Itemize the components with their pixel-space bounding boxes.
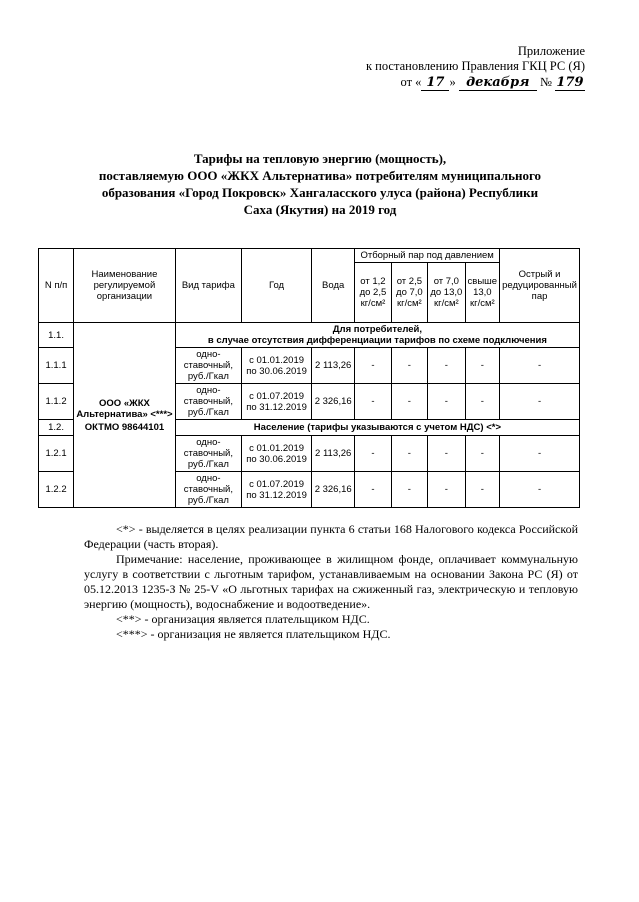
date-day: 17 xyxy=(421,75,449,91)
row-tariff: одно-ставочный, руб./Гкал xyxy=(175,436,241,472)
number-prefix: № xyxy=(539,75,552,89)
header-org: Наименование регулируемой организации xyxy=(74,249,176,323)
date-mid: » xyxy=(449,75,456,89)
row-steam-4: - xyxy=(465,348,500,384)
section-2-num: 1.2. xyxy=(39,420,74,436)
row-tariff: одно-ставочный, руб./Гкал xyxy=(175,348,241,384)
date-month: декабря xyxy=(459,75,537,91)
footnotes xyxy=(84,522,578,642)
title-line-4: Саха (Якутия) на 2019 год xyxy=(243,202,397,217)
row-steam-4: - xyxy=(465,436,500,472)
section-1-label-b: в случае отсутствия дифференциации тарифов по схеме подключения xyxy=(207,335,547,346)
footnote-vat-allocation: <*> - выделяется в целях реализации пункта 6 статьи 168 Налогового кодекса Российской Федерации (часть вторая). xyxy=(84,522,578,551)
row-tariff: одно-ставочный, руб./Гкал xyxy=(175,472,241,508)
resolution-number: 179 xyxy=(556,75,584,90)
org-oktmo: ОКТМО 98644101 xyxy=(84,421,165,433)
row-num: 1.1.2 xyxy=(39,384,74,420)
row-steam-2: - xyxy=(391,436,427,472)
section-1-label-a: Для потребителей, xyxy=(332,324,423,335)
header-sharp-steam: Острый и редуцированный пар xyxy=(500,249,580,323)
footnote-vat-payer: <**> - организация является плательщиком НДС. xyxy=(116,612,370,626)
row-steam-1: - xyxy=(355,472,391,508)
section-1-num: 1.1. xyxy=(39,323,74,348)
footnote-non-vat-payer: <***> - организация не является плательщиком НДС. xyxy=(116,627,391,641)
row-steam-4: - xyxy=(465,472,500,508)
row-steam-1: - xyxy=(355,436,391,472)
row-sharp-steam: - xyxy=(500,348,580,384)
resolution-date-line xyxy=(401,75,586,91)
row-num: 1.2.2 xyxy=(39,472,74,508)
row-steam-4: - xyxy=(465,384,500,420)
row-sharp-steam: - xyxy=(500,472,580,508)
row-steam-1: - xyxy=(355,348,391,384)
date-prefix: от « xyxy=(400,75,422,89)
row-sharp-steam: - xyxy=(500,436,580,472)
header-year: Год xyxy=(241,249,311,323)
row-steam-1: - xyxy=(355,384,391,420)
header-steam: Отборный пар под давлением xyxy=(355,249,500,263)
section-2-label: Население (тарифы указываются с учетом НДС) <*> xyxy=(175,420,579,436)
document-title xyxy=(60,150,580,218)
row-num: 1.1.1 xyxy=(39,348,74,384)
row-water: 2 326,16 xyxy=(312,384,355,420)
tariff-table xyxy=(38,248,580,508)
title-line-2: поставляемую ООО «ЖКХ Альтернатива» потребителям муниципального xyxy=(98,168,542,183)
row-steam-2: - xyxy=(391,384,427,420)
row-water: 2 113,26 xyxy=(312,436,355,472)
row-period: с 01.07.2019 по 31.12.2019 xyxy=(241,472,311,508)
row-num: 1.2.1 xyxy=(39,436,74,472)
header-num: N п/п xyxy=(39,249,74,323)
row-steam-3: - xyxy=(428,436,465,472)
header-steam-3: от 7,0 до 13,0 кг/см² xyxy=(428,263,465,323)
org-name: ООО «ЖКХ Альтернатива» <***> xyxy=(76,397,173,420)
row-water: 2 113,26 xyxy=(312,348,355,384)
appendix-label: Приложение xyxy=(517,44,585,58)
resolution-reference: к постановлению Правления ГКЦ РС (Я) xyxy=(365,59,585,73)
title-line-1: Тарифы на тепловую энергию (мощность), xyxy=(193,151,447,166)
footnote-population-note: Примечание: население, проживающее в жилищном фонде, оплачивает коммунальную услугу в соответствии с льготным тарифом, устанавливаемым на основании Закона РС (Я) от 05.12.2013 1235-З № 25-V «О льготных тарифах на сжиженный газ, электрическую и тепловую энергию (мощность), водоснабжение и водоотведение». xyxy=(84,552,578,611)
org-cell xyxy=(74,323,176,508)
row-period: с 01.07.2019 по 31.12.2019 xyxy=(241,384,311,420)
header-steam-4: свыше 13,0 кг/см² xyxy=(465,263,500,323)
row-steam-2: - xyxy=(391,472,427,508)
row-steam-2: - xyxy=(391,348,427,384)
row-period: с 01.01.2019 по 30.06.2019 xyxy=(241,348,311,384)
row-steam-3: - xyxy=(428,472,465,508)
row-period: с 01.01.2019 по 30.06.2019 xyxy=(241,436,311,472)
header-steam-2: от 2,5 до 7,0 кг/см² xyxy=(391,263,427,323)
title-line-3: образования «Город Покровск» Хангаласского улуса (района) Республики xyxy=(101,185,539,200)
row-water: 2 326,16 xyxy=(312,472,355,508)
header-steam-1: от 1,2 до 2,5 кг/см² xyxy=(355,263,391,323)
row-sharp-steam: - xyxy=(500,384,580,420)
section-1-label xyxy=(175,323,579,348)
row-steam-3: - xyxy=(428,348,465,384)
row-steam-3: - xyxy=(428,384,465,420)
row-tariff: одно-ставочный, руб./Гкал xyxy=(175,384,241,420)
header-tariff-type: Вид тарифа xyxy=(175,249,241,323)
header-water: Вода xyxy=(312,249,355,323)
